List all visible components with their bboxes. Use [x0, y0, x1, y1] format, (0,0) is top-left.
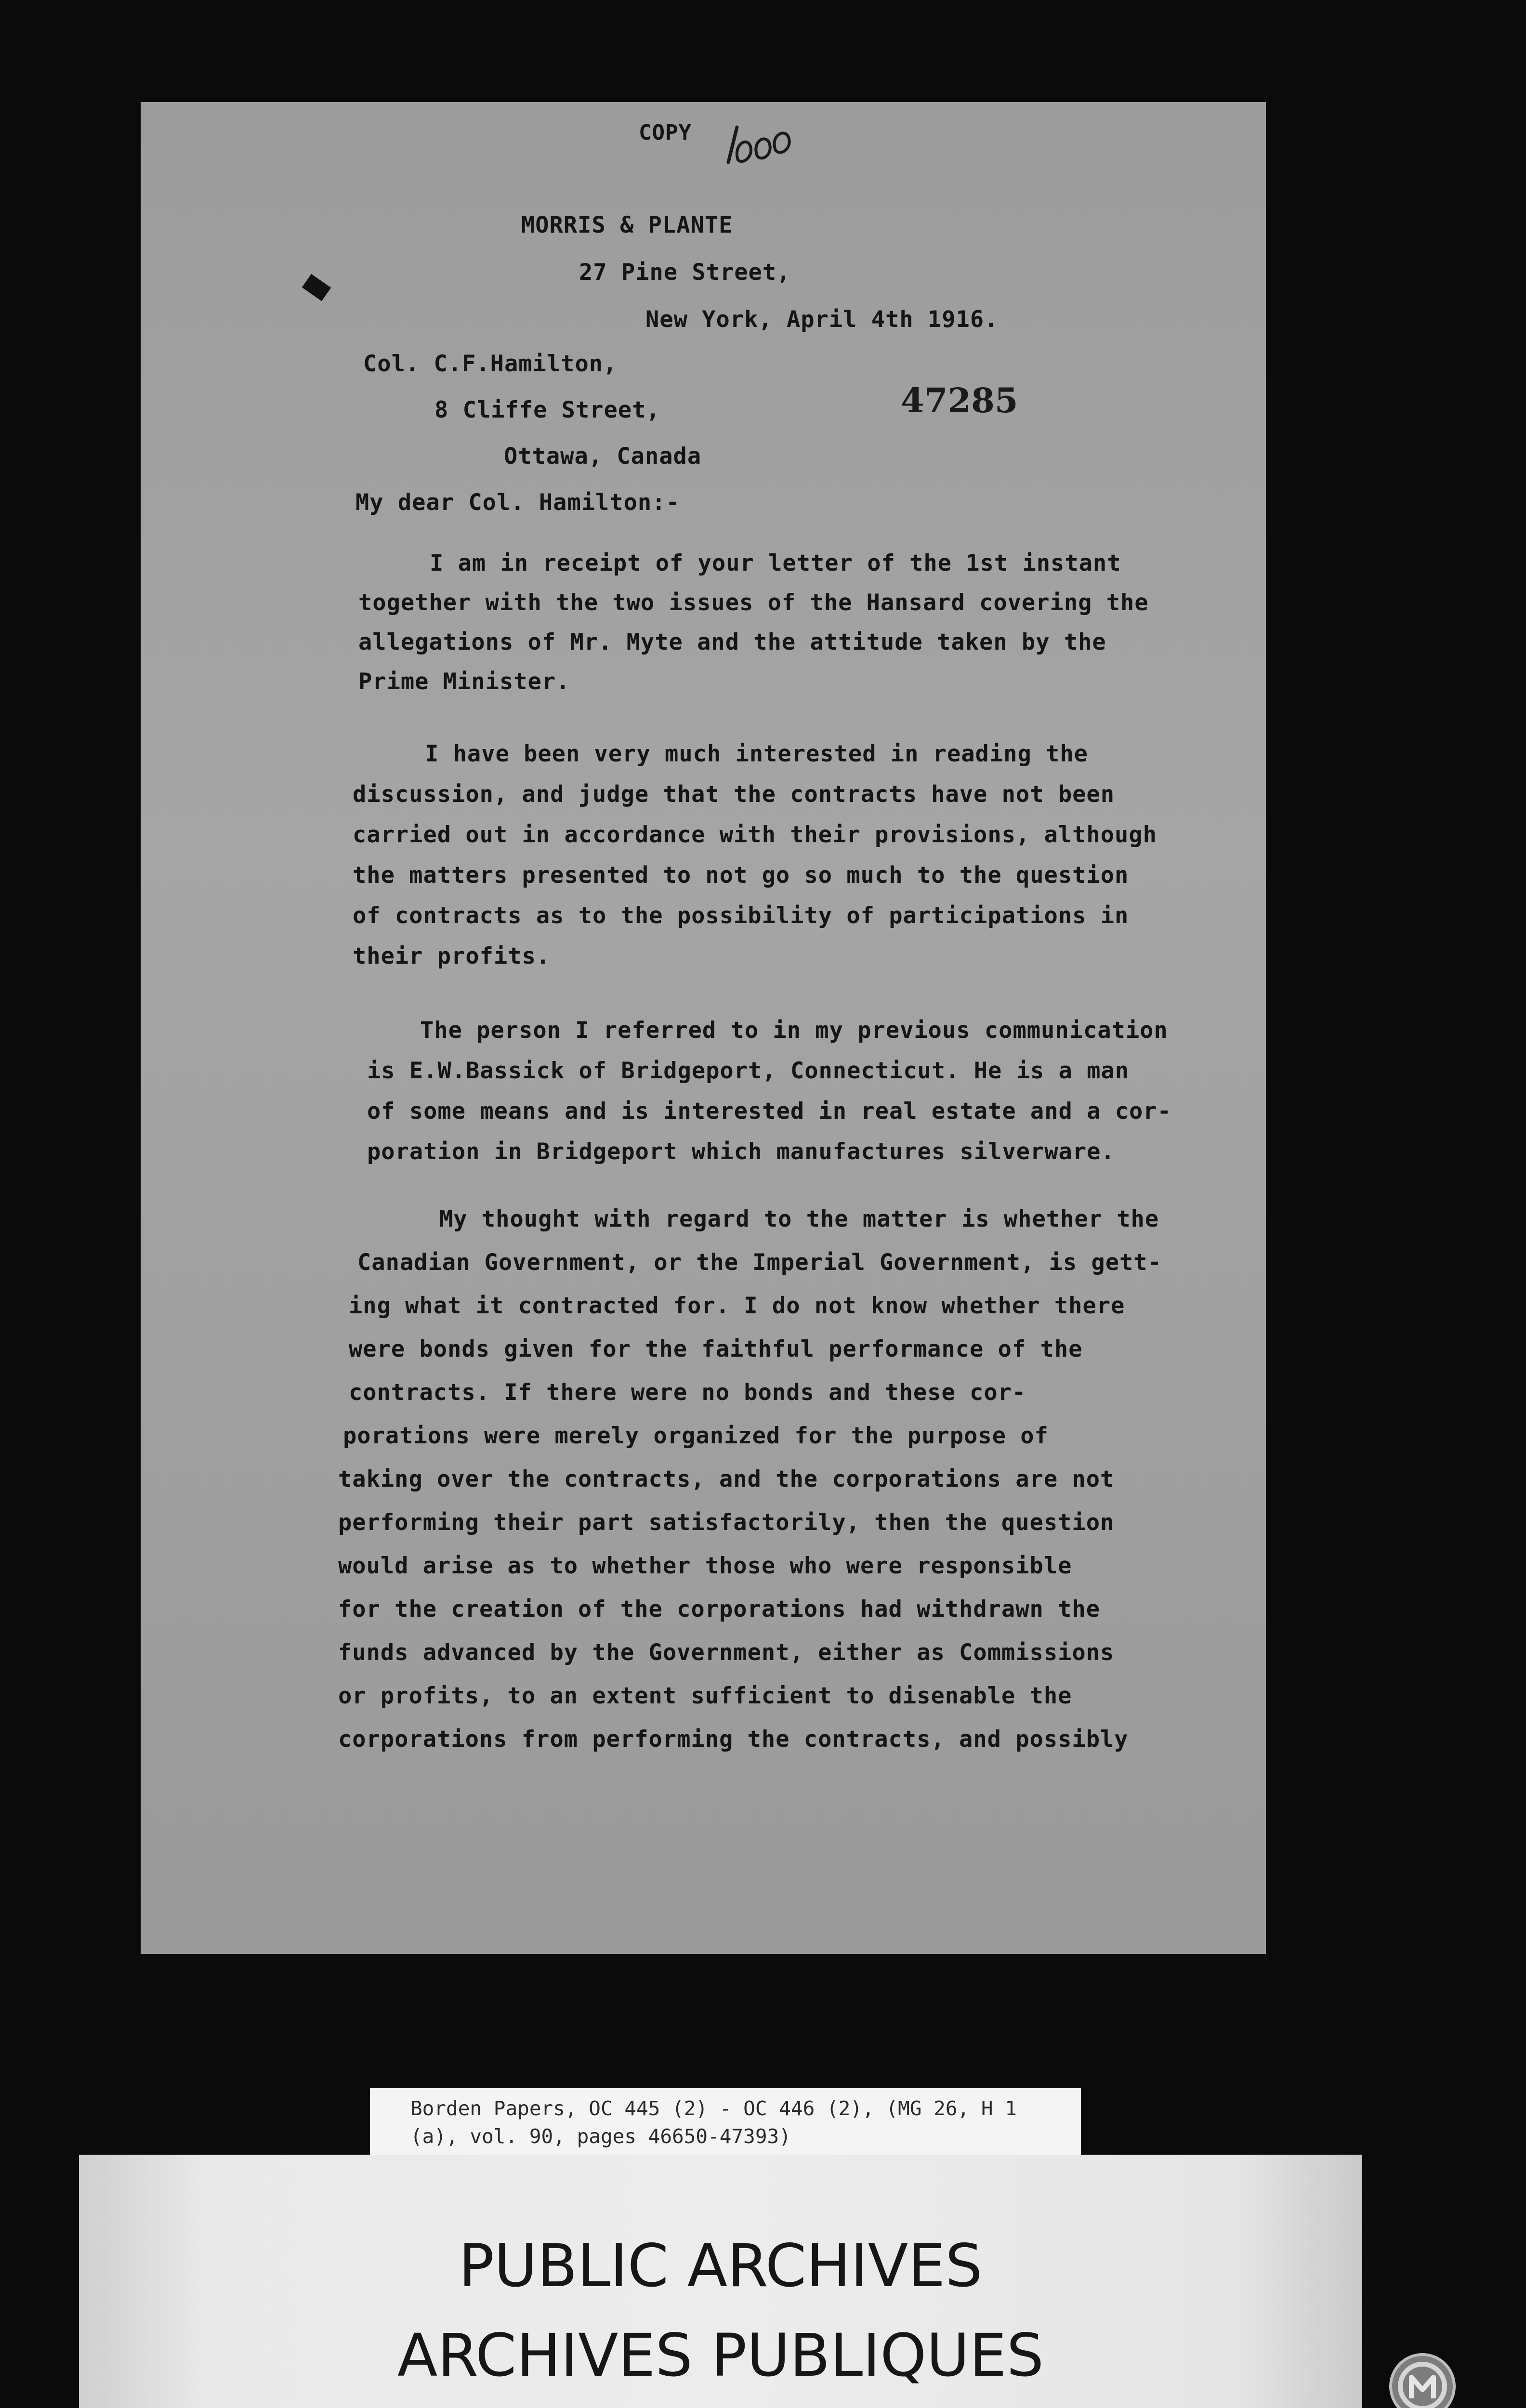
- body-line: the matters presented to not go so much to the question: [353, 862, 1129, 889]
- body-line: Canadian Government, or the Imperial Government, is gett-: [357, 1249, 1162, 1276]
- citation-line: Borden Papers, OC 445 (2) - OC 446 (2), (MG 26, H 1: [410, 2097, 1017, 2120]
- body-line: would arise as to whether those who were responsible: [338, 1553, 1072, 1579]
- body-line: I have been very much interested in reading the: [425, 741, 1088, 767]
- body-line: poration in Bridgeport which manufactures silverware.: [367, 1139, 1115, 1165]
- body-line: funds advanced by the Government, either as Commissions: [338, 1639, 1115, 1666]
- recipient-street: 8 Cliffe Street,: [434, 397, 660, 423]
- body-line: their profits.: [353, 943, 551, 969]
- place-date: New York, April 4th 1916.: [645, 306, 999, 333]
- firm-name: MORRIS & PLANTE: [521, 212, 733, 238]
- recipient-city: Ottawa, Canada: [504, 443, 702, 470]
- body-line: performing their part satisfactorily, then the question: [338, 1509, 1115, 1536]
- body-line: were bonds given for the faithful performance of the: [349, 1336, 1083, 1362]
- handwritten-mark: [724, 117, 796, 170]
- body-line: or profits, to an extent sufficient to disenable the: [338, 1683, 1072, 1709]
- body-line: ing what it contracted for. I do not know whether there: [349, 1293, 1125, 1319]
- archives-card-line: ARCHIVES PUBLIQUES: [397, 2321, 1044, 2390]
- body-line: is E.W.Bassick of Bridgeport, Connecticut. He is a man: [367, 1058, 1130, 1084]
- body-line: allegations of Mr. Myte and the attitude taken by the: [358, 629, 1106, 655]
- archives-seal-icon: [1386, 2350, 1459, 2408]
- body-line: My thought with regard to the matter is whether the: [439, 1206, 1159, 1232]
- citation-label: [370, 2088, 1081, 2155]
- body-line: Prime Minister.: [358, 668, 570, 695]
- body-line: of contracts as to the possibility of participations in: [353, 903, 1129, 929]
- ink-smudge: [302, 274, 331, 301]
- copy-label: COPY: [639, 120, 692, 145]
- body-line: taking over the contracts, and the corporations are not: [338, 1466, 1115, 1492]
- letter-page: [141, 102, 1266, 1954]
- archives-card-line: PUBLIC ARCHIVES: [459, 2232, 983, 2300]
- body-line: for the creation of the corporations had withdrawn the: [338, 1596, 1101, 1623]
- body-line: carried out in accordance with their provisions, although: [353, 822, 1157, 848]
- citation-line: (a), vol. 90, pages 46650-47393): [410, 2125, 791, 2148]
- archives-card: [79, 2155, 1362, 2408]
- recipient-name: Col. C.F.Hamilton,: [363, 351, 618, 377]
- body-line: discussion, and judge that the contracts have not been: [353, 781, 1115, 808]
- body-line: I am in receipt of your letter of the 1st instant: [430, 550, 1121, 576]
- body-line: of some means and is interested in real estate and a cor-: [367, 1098, 1171, 1125]
- body-line: corporations from performing the contracts, and possibly: [338, 1726, 1129, 1753]
- body-line: The person I referred to in my previous communication: [420, 1017, 1168, 1044]
- body-line: together with the two issues of the Hansard covering the: [358, 589, 1149, 616]
- firm-street: 27 Pine Street,: [579, 259, 791, 286]
- body-line: porations were merely organized for the purpose of: [343, 1423, 1049, 1449]
- document-number: 47285: [901, 380, 1018, 420]
- salutation: My dear Col. Hamilton:-: [355, 489, 680, 516]
- body-line: contracts. If there were no bonds and these cor-: [349, 1379, 1026, 1406]
